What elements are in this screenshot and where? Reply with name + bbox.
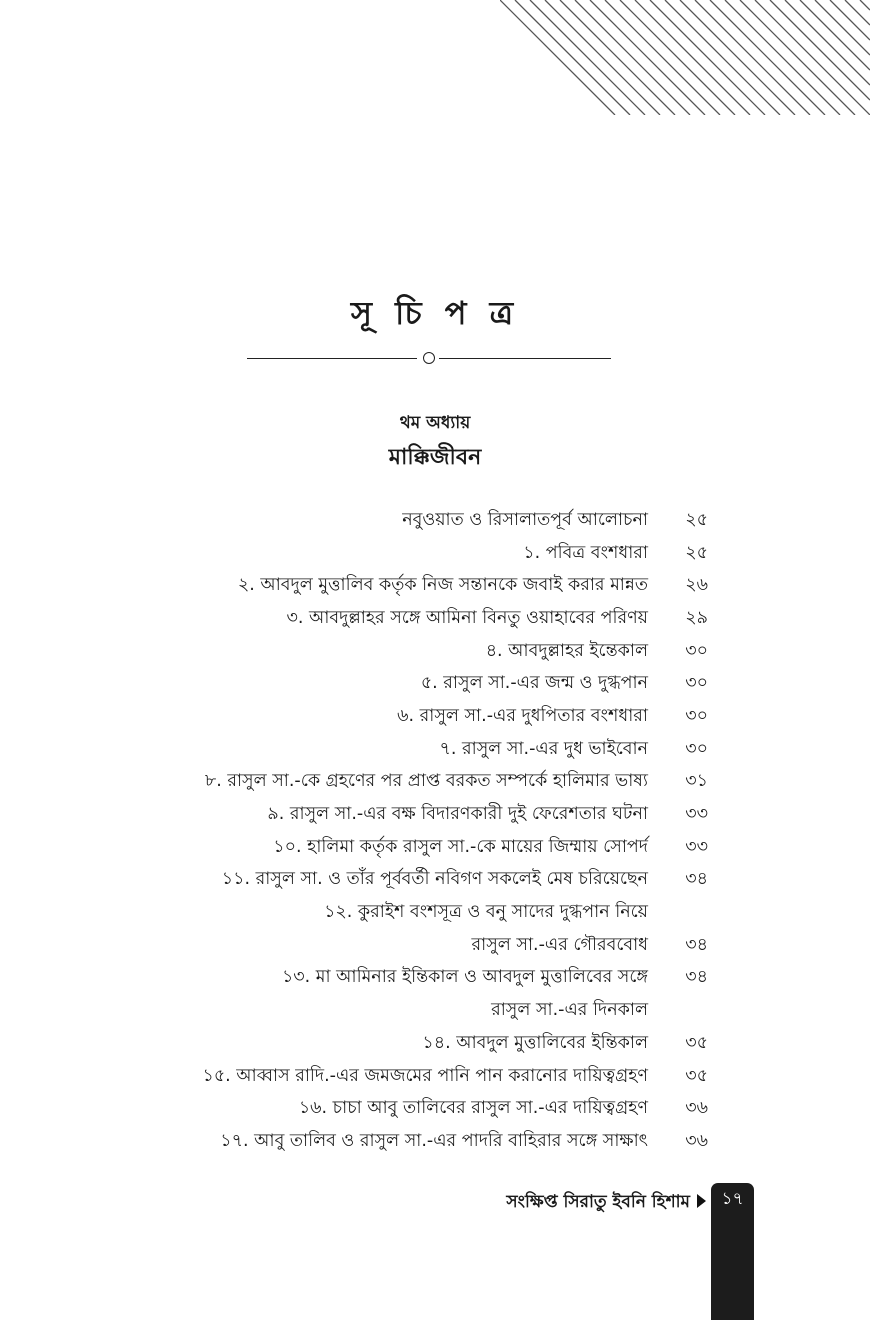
toc-entry-title: ৮. রাসুল সা.-কে গ্রহণের পর প্রাপ্ত বরকত সম্পর্কে হালিমার ভাষ্য [204,771,648,792]
toc-entry[interactable] [130,963,710,996]
toc-entry-title: ৯. রাসুল সা.-এর বক্ষ বিদারণকারী দুই ফেরেশতার ঘটনা [267,804,648,825]
divider-circle-ornament [423,352,435,364]
toc-entry-title: ১১. রাসুল সা. ও তাঁর পূর্ববর্তী নবিগণ সকলেই মেষ চরিয়েছেন [221,869,648,890]
footer-book-title: সংক্ষিপ্ত সিরাতু ইবনি হিশাম [506,1192,690,1212]
toc-entry-title: ৪. আবদুল্লাহর ইন্তেকাল [485,640,648,661]
play-arrow-icon [697,1194,706,1208]
toc-entry-title: ১৫. আব্বাস রাদি.-এর জমজমের পানি পান করানোর দায়িত্বগ্রহণ [202,1065,648,1086]
page-number: ১৭ [721,1189,744,1209]
toc-entry[interactable] [130,701,710,734]
toc-entry-page: ২৫ [685,509,708,530]
toc-entry-page: ৩০ [685,705,708,726]
toc-entry-title: ৫. রাসুল সা.-এর জন্ম ও দুগ্ধপান [420,673,648,694]
toc-entry[interactable] [130,1028,710,1061]
toc-entry[interactable] [130,505,710,538]
toc-entry-page: ২৯ [685,607,708,628]
toc-entry-page: ৩০ [685,673,708,694]
toc-entry-title: রাসুল সা.-এর গৌরববোধ [471,934,648,955]
toc-entry[interactable] [130,1126,710,1159]
divider-line-left [247,358,417,359]
table-of-contents [130,505,710,1159]
toc-entry[interactable] [130,603,710,636]
toc-entry-page: ২৫ [685,542,708,563]
toc-entry[interactable] [130,865,710,898]
toc-entry[interactable] [130,1061,710,1094]
toc-entry[interactable] [130,897,710,930]
toc-entry-page: ৩৫ [685,1065,708,1086]
toc-entry-page: ৩৩ [685,836,708,857]
toc-entry-title: ৬. রাসুল সা.-এর দুধপিতার বংশধারা [397,705,648,726]
toc-entry[interactable] [130,734,710,767]
toc-entry[interactable] [130,636,710,669]
divider-line-right [439,358,611,359]
toc-entry-page: ২৬ [685,575,708,596]
page-number-tab [711,1183,754,1320]
page-title: সূ চি প ত্র [350,294,520,332]
toc-entry-page: ৩৬ [685,1098,708,1119]
toc-entry-title: ১০. হালিমা কর্তৃক রাসুল সা.-কে মায়ের জিম্মায় সোপর্দ [273,836,648,857]
toc-entry-page: ৩৪ [685,869,708,890]
toc-entry-title: ৭. রাসুল সা.-এর দুধ ভাইবোন [439,738,648,759]
toc-entry-title: ১৩. মা আমিনার ইন্তিকাল ও আবদুল মুত্তালিবের সঙ্গে [281,967,648,988]
toc-entry-title: ১৬. চাচা আবু তালিবের রাসুল সা.-এর দায়িত্বগ্রহণ [298,1098,648,1119]
toc-entry[interactable] [130,995,710,1028]
toc-entry[interactable] [130,930,710,963]
toc-entry-title: ২. আবদুল মুত্তালিব কর্তৃক নিজ সন্তানকে জবাই করার মান্নত [237,575,648,596]
toc-entry-title: ১৭. আবু তালিব ও রাসুল সা.-এর পাদরি বাহিরার সঙ্গে সাক্ষাৎ [220,1130,648,1151]
toc-entry-page: ৩১ [685,771,708,792]
toc-entry-title: ১. পবিত্র বংশধারা [523,542,648,563]
chapter-label: থম অধ্যায় [399,413,471,433]
toc-entry-page: ৩৩ [685,804,708,825]
toc-entry-page: ৩৬ [685,1130,708,1151]
chapter-name: মাক্কিজীবন [388,445,482,470]
toc-entry[interactable] [130,799,710,832]
toc-entry-page: ৩০ [685,640,708,661]
toc-entry-title: ১২. কুরাইশ বংশসূত্র ও বনু সাদের দুগ্ধপান নিয়ে [324,902,648,923]
toc-entry-page: ৩০ [685,738,708,759]
toc-entry-title: ৩. আবদুল্লাহর সঙ্গে আমিনা বিনতু ওয়াহাবের পরিণয় [286,607,648,628]
toc-entry-page: ৩৫ [685,1032,708,1053]
toc-entry[interactable] [130,538,710,571]
toc-entry-title: ১৪. আবদুল মুত্তালিবের ইন্তিকাল [422,1032,648,1053]
toc-entry-page: ৩৪ [685,934,708,955]
toc-entry[interactable] [130,668,710,701]
toc-entry-page: ৩৪ [685,967,708,988]
toc-entry-title: রাসুল সা.-এর দিনকাল [491,1000,648,1021]
title-divider [247,350,611,366]
toc-entry-title: নবুওয়াত ও রিসালাতপূর্ব আলোচনা [402,509,648,530]
toc-entry[interactable] [130,570,710,603]
toc-entry[interactable] [130,832,710,865]
toc-entry[interactable] [130,1093,710,1126]
hatch-decoration [500,0,870,115]
toc-entry[interactable] [130,767,710,800]
